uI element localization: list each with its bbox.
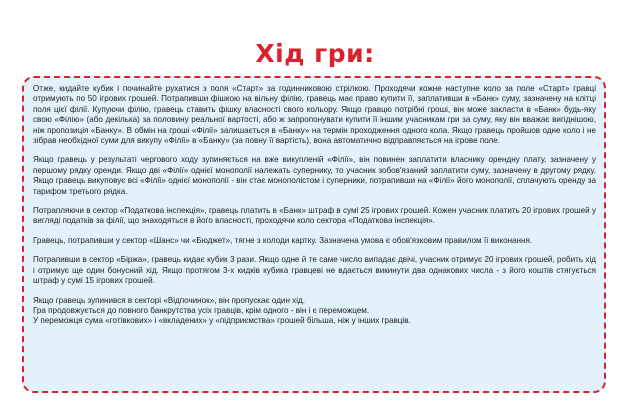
- rules-box: [22, 76, 606, 393]
- rules-paragraph-start: Отже, кидайте кубик і починайте рухатися з поля «Старт» за годинниковою стрілкою. Проходячи кожне наступне коло за поле «Старт» гравці отримують по 50 ігрових грошей. Потрапивши фішкою на вільну філію, гравець має право купити її, заплативши в «Банк» суму, зазначену на клітці поля цієї філії. Купуючи філію, гравець ставить фішку власності свого кольору. Якщо гравцю потрібні гроші, він може закласти в «Банк» будь-яку свою «Філію» (або декілька) за половину реальної вартості, або ж запропонувати купити її іншим учасникам гри за суму, яку він вважає вигіднішою, ніж пропозиція «Банку». В обмін на гроші «Філії» залишається в «Банку» на термін проходження одного кола. Якщо гравець пройшов одне коло і не зібрав необхідної суми для викупу «Філії» в «Банку» (за повну її вартість), вона автоматично відправляється на ігрове поле.: [33, 84, 596, 146]
- rules-paragraph-tax: Потрапляючи в сектор «Податкова інспекція», гравець платить в «Банк» штраф в сумі 25 ігрових грошей. Кожен учасник платить 20 ігрових грошей у вигляді податків за філії, що знаходяться в його власності, проходячи коло сектора «Податкова інспекція».: [33, 206, 596, 226]
- rules-line-rest: Якщо гравець зупинився в секторі «Відпочинок», він пропускає один хід.: [33, 295, 305, 305]
- rules-paragraph-exchange: Потрапивши в сектор «Біржа», гравець кидає кубик 3 рази. Якщо одне й те саме число випадає двічі, учасник отримує 20 ігрових грошей, робить хід і отримує ще один бонусний хід. Якщо протягом 3-х кидків кубика гравцеві не вдається викинути два однакових числа - з його коштів стягується штраф у сумі 15 ігрових грошей.: [33, 255, 596, 286]
- page-title: Хід гри:: [255, 39, 375, 68]
- rules-paragraph-chance: Гравець, потрапивши у сектор «Шанс» чи «Бюджет», тягне з колоди картку. Зазначена умова є обов'язковим правилом її виконання.: [33, 235, 533, 245]
- rules-paragraph-rent: Якщо гравець у результаті чергового ходу зупиняється на вже викупленій «Філії», він повинен заплатити власнику орендну плату, зазначену у першому рядку оренди. Якщо дві «Філії» однієї монополії належать супернику, то учасник зобов'язаний заплатити суму, зазначену в другому рядку. Якщо гравець викуповує всі «Філії» однієї монополії - він стає монополістом і суперники, потрапивши на «Філії» його монополії, сплачують оренду за тарифом третього рядка.: [33, 155, 596, 196]
- rules-line-bankruptcy: Гра продовжується до повного банкрутства усіх гравців, крім одного - він і є переможцем.: [33, 305, 370, 315]
- rules-line-winner: У переможця сума «готівкових» і «вкладених» у «підприємства» грошей більша, ніж у інших гравців.: [33, 316, 411, 326]
